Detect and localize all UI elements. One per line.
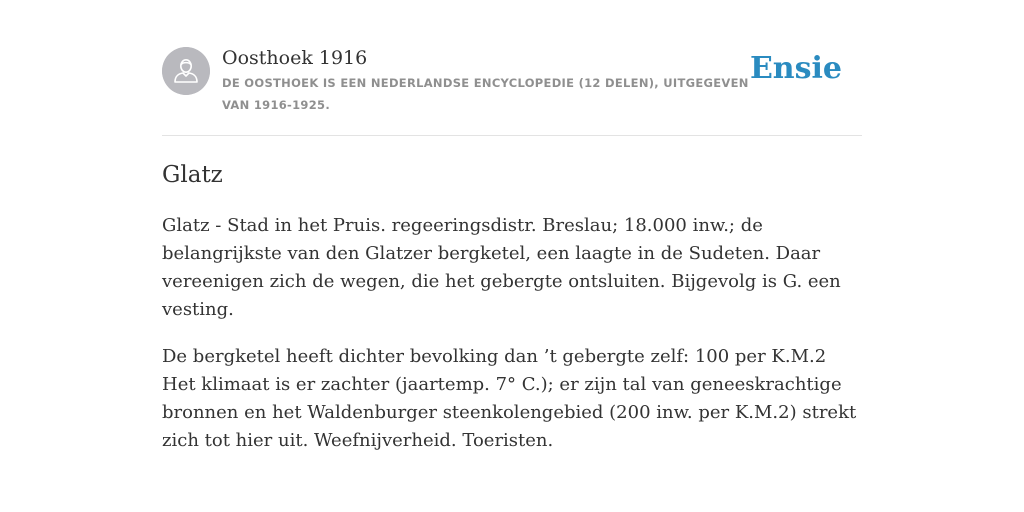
ensie-logo[interactable]: Ensie xyxy=(749,51,842,86)
article-title: Glatz xyxy=(162,162,223,188)
article-paragraph-2: De bergketel heeft dichter bevolking dan ’t gebergte zelf: 100 per K.M.2 Het klimaat is er zachter (jaartemp. 7° C.); er zijn tal van geneeskrachtige bronnen en het Waldenburger steenkolengebied (200 inw. per K.M.2) strekt zich tot hier uit. Weefnijverheid. Toeristen. xyxy=(162,346,857,451)
article-paragraph-1: Glatz - Stad in het Pruis. regeeringsdistr. Breslau; 18.000 inw.; de belangrijkste van den Glatzer bergketel, een laagte in de Sudeten. Daar vereenigen zich de wegen, die het gebergte ontsluiten. Bijgevolg is G. een vesting. xyxy=(162,215,841,320)
source-description: DE OOSTHOEK IS EEN NEDERLANDSE ENCYCLOPEDIE (12 DELEN), UITGEGEVEN VAN 1916-1925. xyxy=(222,76,749,112)
article-body xyxy=(162,212,862,474)
source-header xyxy=(162,45,862,136)
user-icon xyxy=(162,47,210,95)
source-avatar[interactable] xyxy=(162,47,210,95)
source-name[interactable]: Oosthoek 1916 xyxy=(222,47,368,69)
